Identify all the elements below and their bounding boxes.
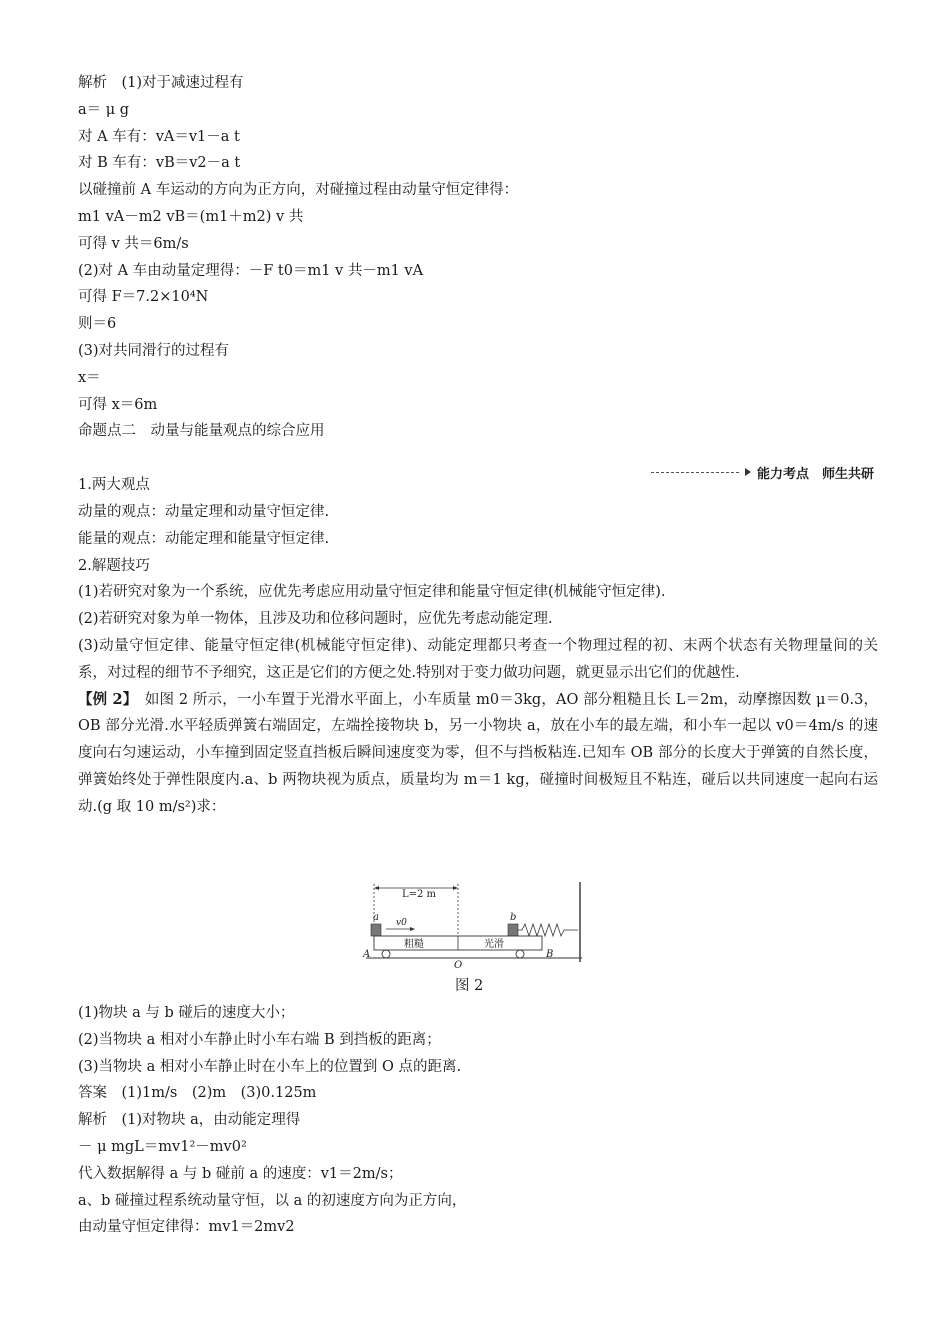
wheel-left (382, 950, 390, 958)
example-label: 【例 2】 (78, 690, 131, 708)
key-points-section (78, 472, 878, 820)
length-label: L=2 m (402, 889, 437, 900)
rough-label: 粗糙 (404, 939, 424, 950)
text-line: 可得 x＝6m (78, 396, 158, 413)
dotted-arrow-line (651, 472, 739, 473)
solution-part-1 (78, 70, 878, 445)
example-problem (78, 687, 878, 821)
text-line: 解析 (1)对物块 a，由动能定理得 (78, 1112, 301, 1129)
text-line: 可得 v 共＝6m/s (78, 235, 189, 252)
text-line: a＝ μ g (78, 101, 130, 118)
text-line: 代入数据解得 a 与 b 碰前 a 的速度：v1＝2m/s； (78, 1165, 403, 1182)
answer-line: 答案 (1)1m/s (2)m (3)0.125m (78, 1085, 317, 1102)
text-line: 以碰撞前 A 车运动的方向为正方向，对碰撞过程由动量守恒定律得： (78, 182, 519, 199)
questions-and-answers (78, 1000, 878, 1241)
v0-label: v0 (396, 918, 407, 928)
text-line: m1 vA－m2 vB＝(m1＋m2) v 共 (78, 208, 304, 225)
text-line: (2)对 A 车由动量定理得：－F t0＝m1 v 共－m1 vA (78, 262, 424, 279)
paragraph: (3)动量守恒定律、能量守恒定律(机械能守恒定律)、动能定理都只考查一个物理过程的初、末两个状态有关物理量间的关系，对过程的细节不予细究，这正是它们的方便之处.特别对于变力做功问题，就更显示出它们的优越性. (78, 637, 878, 681)
wheel-right (516, 950, 524, 958)
block-b-label: b (510, 912, 517, 923)
text-line: x＝ (78, 369, 101, 386)
text-line: (1)若研究对象为一个系统，应优先考虑应用动量守恒定律和能量守恒定律(机械能守恒定律). (78, 584, 666, 601)
text-line: 能量的观点：动能定理和能量守恒定律. (78, 530, 330, 547)
text-line: 由动量守恒定律得：mv1＝2mv2 (78, 1219, 295, 1236)
text-line: 可得 F＝7.2×10⁴N (78, 289, 209, 306)
point-a-label: A (363, 949, 371, 960)
figure-caption: 图 2 (455, 978, 484, 994)
point-b-label: B (546, 949, 554, 960)
text-line: (3)对共同滑行的过程有 (78, 342, 230, 359)
text-line: 对 A 车有：vA＝v1－a t (78, 128, 240, 145)
text-line: (1)物块 a 与 b 碰后的速度大小； (78, 1005, 295, 1021)
text-line: 对 B 车有：vB＝v2－a t (78, 155, 241, 172)
cart-spring-diagram (360, 878, 590, 970)
tagline-text: 能力考点 师生共研 (756, 466, 874, 482)
text-line: a、b 碰撞过程系统动量守恒，以 a 的初速度方向为正方向， (78, 1192, 467, 1209)
text-line: (2)若研究对象为单一物体，且涉及功和位移问题时，应优先考虑动能定理. (78, 611, 553, 628)
point-o-label: O (454, 960, 463, 970)
text-line: 2.解题技巧 (78, 557, 150, 574)
text-line: 则＝6 (78, 316, 117, 333)
example-text: 如图 2 所示，一小车置于光滑水平面上，小车质量 m0＝3kg，AO 部分粗糙且长 L＝2m，动摩擦因数 μ＝0.3，OB 部分光滑.水平轻质弹簧右端固定，左端拴接物块 b，另一小物块 a，放在小车的最左端，和小车一起以 v0＝4m/s 的速度向右匀速运动，小车撞到固定竖直挡板后瞬间速度变为零，但不与挡板粘连.已知车 OB 部分的长度大于弹簧的自然长度，弹簧始终处于弹性限度内.a、b 两物块视为质点，质量均为 m＝1 kg，碰撞时间极短且不粘连，碰后以共同速度一起向右运动.(g 取 10 m/s²)求： (78, 691, 879, 815)
text-line: (3)当物块 a 相对小车静止时在小车上的位置到 O 点的距离. (78, 1058, 462, 1075)
arrowhead-icon (745, 468, 751, 476)
text-line: (2)当物块 a 相对小车静止时小车右端 B 到挡板的距离； (78, 1031, 441, 1048)
block-a-label: a (373, 912, 379, 923)
text-line: 解析 (1)对于减速过程有 (78, 75, 244, 91)
block-b (508, 924, 518, 936)
document-body (78, 70, 878, 821)
ability-tagline (651, 462, 874, 482)
text-line: 1.两大观点 (78, 477, 150, 494)
block-a (371, 924, 381, 936)
text-line: 动量的观点：动量定理和动量守恒定律. (78, 503, 330, 520)
text-line: － μ mgL＝mv1²－mv0² (78, 1138, 247, 1155)
section-heading: 命题点二 动量与能量观点的综合应用 (78, 423, 325, 440)
smooth-label: 光滑 (484, 939, 504, 950)
spring (518, 924, 578, 936)
